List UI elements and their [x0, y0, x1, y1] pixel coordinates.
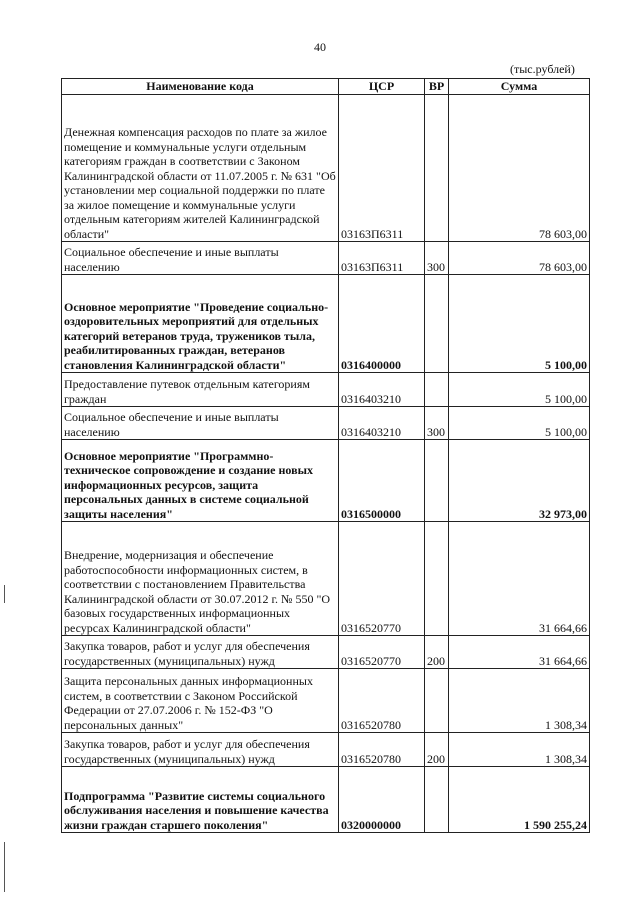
row-sum: 78 603,00 [449, 95, 590, 242]
row-name: Закупка товаров, работ и услуг для обеспечения государственных (муниципальных) нужд [62, 636, 339, 669]
row-csr: 03163П6311 [339, 95, 425, 242]
row-csr: 0316520780 [339, 669, 425, 733]
table-row [62, 242, 590, 275]
row-sum: 5 100,00 [449, 407, 590, 440]
table-row [62, 275, 590, 373]
page-number: 40 [314, 40, 326, 54]
row-csr: 0316520770 [339, 636, 425, 669]
row-vr [425, 95, 449, 242]
row-csr: 0316520770 [339, 522, 425, 636]
row-vr [425, 767, 449, 833]
header-sum: Сумма [449, 79, 590, 95]
row-name: Закупка товаров, работ и услуг для обеспечения государственных (муниципальных) нужд [62, 733, 339, 767]
row-csr: 03163П6311 [339, 242, 425, 275]
header-row [62, 79, 590, 95]
row-sum: 1 590 255,24 [449, 767, 590, 833]
budget-table [61, 78, 590, 833]
row-vr [425, 522, 449, 636]
table-row [62, 767, 590, 833]
row-csr: 0316400000 [339, 275, 425, 373]
table-row [62, 407, 590, 440]
row-sum: 32 973,00 [449, 440, 590, 522]
row-vr: 200 [425, 636, 449, 669]
row-name: Социальное обеспечение и иные выплаты населению [62, 407, 339, 440]
row-csr: 0316403210 [339, 407, 425, 440]
row-sum: 1 308,34 [449, 733, 590, 767]
row-vr [425, 669, 449, 733]
row-name: Предоставление путевок отдельным категориям граждан [62, 373, 339, 407]
row-name: Подпрограмма "Развитие системы социального обслуживания населения и повышение качества жизни граждан старшего поколения" [62, 767, 339, 833]
table-row [62, 636, 590, 669]
row-csr: 0316403210 [339, 373, 425, 407]
row-csr: 0316500000 [339, 440, 425, 522]
units-label: (тыс.рублей) [510, 62, 575, 76]
row-vr: 200 [425, 733, 449, 767]
row-vr: 300 [425, 407, 449, 440]
row-name: Внедрение, модернизация и обеспечение работоспособности информационных систем, в соответствии с постановлением Правительства Калининградской области от 30.07.2012 г. № 550 "О базовых государственных информационных ресурсах Калининградской области" [62, 522, 339, 636]
row-sum: 5 100,00 [449, 373, 590, 407]
scan-edge-mark [4, 585, 5, 603]
row-name: Денежная компенсация расходов по плате за жилое помещение и коммунальные услуги отдельным категориям граждан в соответствии с Законом Калининградской области от 11.07.2005 г. № 631 "Об установлении мер социальной поддержки по плате за жилое помещение и коммунальные услуги отдельным категориям жителей Калининградской области" [62, 95, 339, 242]
row-vr [425, 440, 449, 522]
table-row [62, 440, 590, 522]
row-sum: 31 664,66 [449, 636, 590, 669]
table-row [62, 373, 590, 407]
row-name: Основное мероприятие "Проведение социально-оздоровительных мероприятий для отдельных категорий ветеранов труда, тружеников тыла, реабилитированных граждан, ветеранов становления Калининградской области" [62, 275, 339, 373]
row-sum: 78 603,00 [449, 242, 590, 275]
table-row [62, 95, 590, 242]
row-name: Социальное обеспечение и иные выплаты населению [62, 242, 339, 275]
row-name: Защита персональных данных информационных систем, в соответствии с Законом Российской Федерации от 27.07.2006 г. № 152-ФЗ "О персональных данных" [62, 669, 339, 733]
row-sum: 5 100,00 [449, 275, 590, 373]
row-name: Основное мероприятие "Программно-техническое сопровождение и создание новых информационных ресурсов, защита персональных данных в системе социальной защиты населения" [62, 440, 339, 522]
row-vr: 300 [425, 242, 449, 275]
header-name: Наименование кода [62, 79, 339, 95]
row-csr: 0316520780 [339, 733, 425, 767]
row-sum: 1 308,34 [449, 669, 590, 733]
row-sum: 31 664,66 [449, 522, 590, 636]
scan-edge-mark [4, 842, 5, 892]
row-vr [425, 373, 449, 407]
header-csr: ЦСР [339, 79, 425, 95]
header-vr: ВР [425, 79, 449, 95]
row-vr [425, 275, 449, 373]
row-csr: 0320000000 [339, 767, 425, 833]
table-row [62, 669, 590, 733]
table-row [62, 522, 590, 636]
table-row [62, 733, 590, 767]
